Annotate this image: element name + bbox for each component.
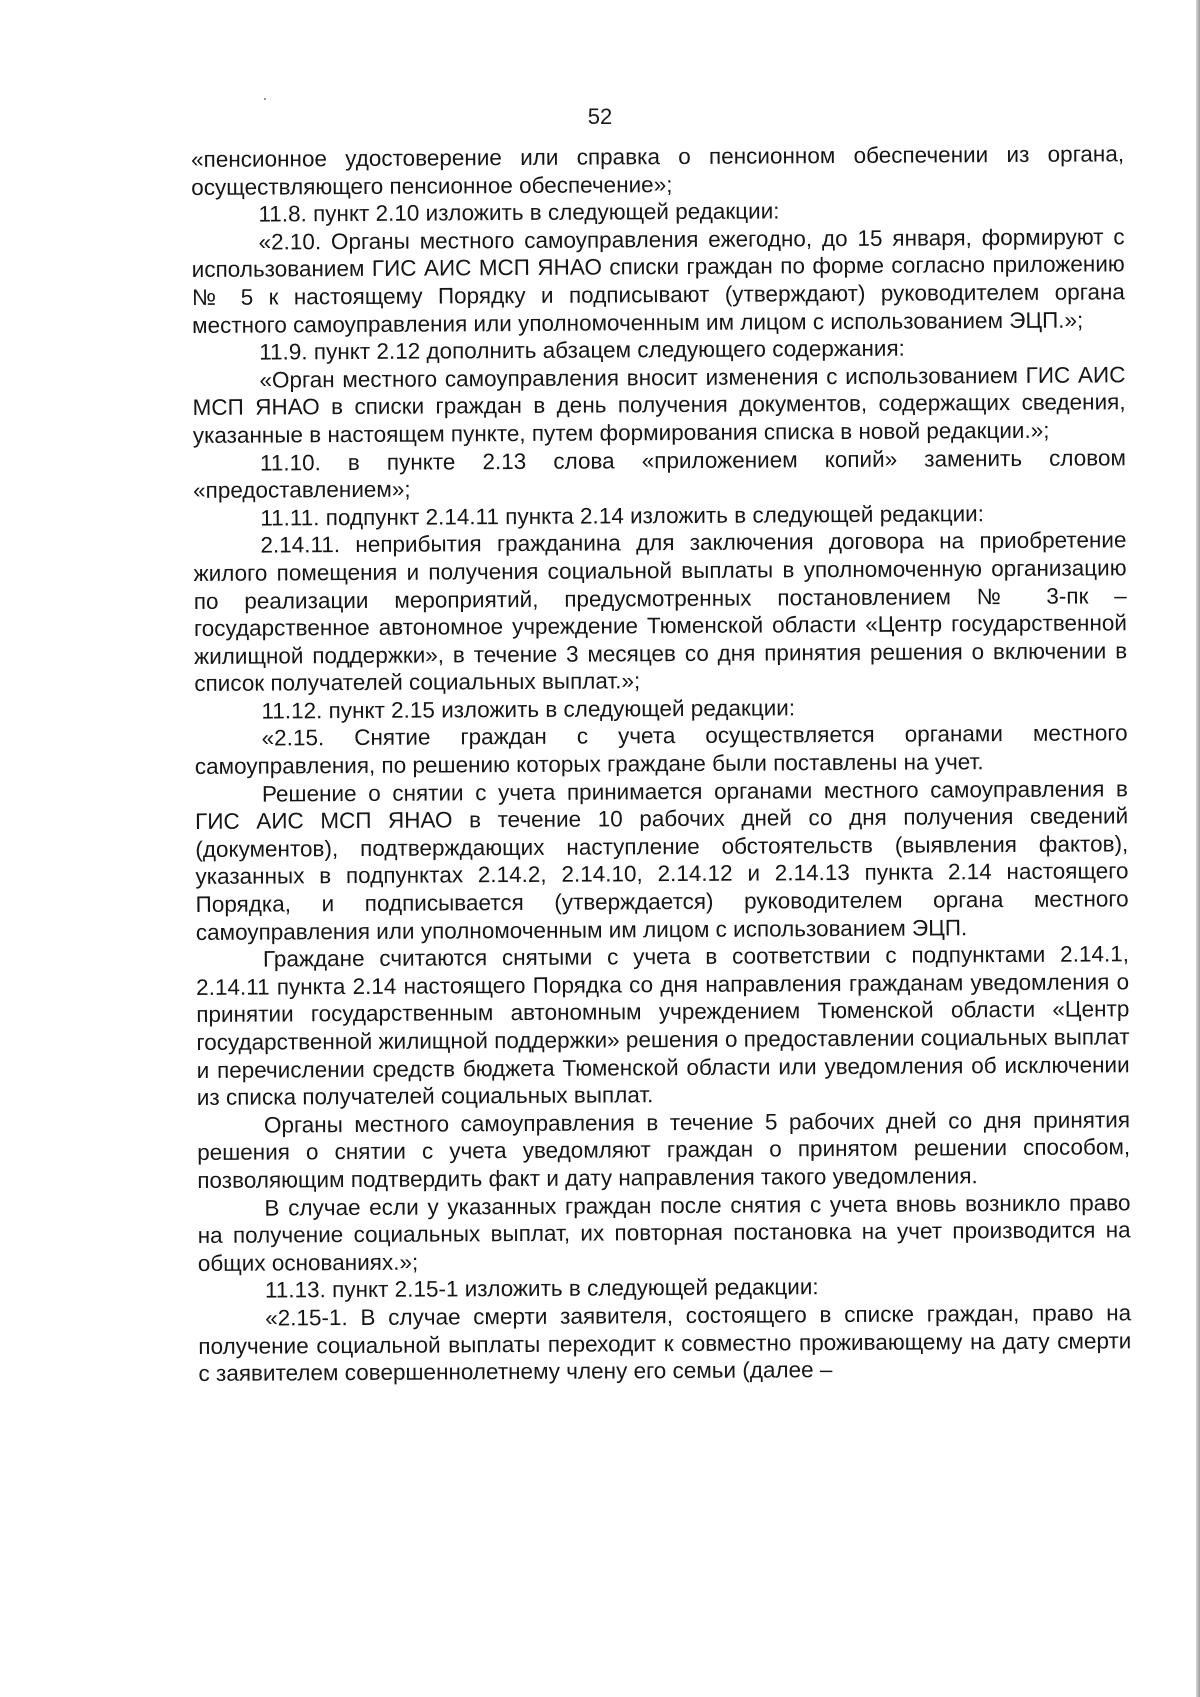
document-body: [191, 140, 1132, 1387]
paragraph-item-11-13: 11.13. пункт 2.15-1 изложить в следующей редакции:: [264, 1274, 819, 1303]
paragraph-item-11-12: 11.12. пункт 2.15 изложить в следующей редакции:: [261, 695, 796, 724]
paragraph-continuation: «пенсионное удостоверение или справка о пенсионном обеспечении из органа, осуществляющего пенсионное обеспечение»;: [191, 141, 1125, 200]
paragraph-quote-2-12: «Орган местного самоуправления вносит изменения с использованием ГИС АИС МСП ЯНАО в списки граждан в день получения документов, содержащих сведения, указанные в настоящем пункте, путем формирования списка в новой редакции.»;: [192, 362, 1126, 448]
paragraph-citizens-removed: Граждане считаются снятыми с учета в соответствии с подпунктами 2.14.1, 2.14.11 пункта 2.14 настоящего Порядка со дня направления гражданам уведомления о принятии государственным автономным учреждением Тюменской области «Центр государственной жилищной поддержки» решения о предоставлении социальных выплат и перечислении средств бюджета Тюменской области или уведомления об исключении из списка получателей социальных выплат.: [196, 941, 1130, 1111]
paragraph-quote-2-10: «2.10. Органы местного самоуправления ежегодно, до 15 января, формируют с использованием ГИС АИС МСП ЯНАО списки граждан по форме согласно приложению № 5 к настоящему Порядку и подписывают (утверждают) руководителем органа местного самоуправления или уполномоченным им лицом с использованием ЭЦП.»;: [191, 224, 1125, 338]
paragraph-repeat-registration: В случае если у указанных граждан после снятия с учета вновь возникло право на получение социальных выплат, их повторная постановка на учет производится на общих основаниях.»;: [197, 1189, 1131, 1276]
paragraph-notification: Органы местного самоуправления в течение 5 рабочих дней со дня принятия решения о снятии с учета уведомляют граждан о принятом решении способом, позволяющим подтвердить факт и дату направления такого уведомления.: [197, 1107, 1131, 1193]
paragraph-decision-removal: Решение о снятии с учета принимается органами местного самоуправления в ГИС АИС МСП ЯНАО в течение 10 рабочих дней со дня получения сведений (документов), подтверждающих наступление обстоятельств (выявления фактов), указанных в подпунктах 2.14.2, 2.14.10, 2.14.12 и 2.14.13 пункта 2.14 настоящего Порядка, и подписывается (утверждается) руководителем органа местного самоуправления или уполномоченным им лицом с использованием ЭЦП.: [195, 775, 1129, 945]
paragraph-item-11-11: 11.11. подпункт 2.14.11 пункта 2.14 изложить в следующей редакции:: [260, 500, 985, 531]
paragraph-item-11-10: 11.10. в пункте 2.13 слова «приложением копий» заменить словом «предоставлением»;: [193, 444, 1126, 504]
paragraph-item-11-9: 11.9. пункт 2.12 дополнить абзацем следующего содержания:: [259, 335, 905, 365]
page-number: 52: [587, 104, 613, 129]
paragraph-quote-2-15-1: «2.15-1. В случае смерти заявителя, состоящего в списке граждан, право на получение социальной выплаты переходит к совместно проживающему на дату смерти с заявителем совершеннолетнему члену его семьи (далее –: [198, 1300, 1132, 1387]
paragraph-item-11-8: 11.8. пункт 2.10 изложить в следующей редакции:: [258, 198, 780, 227]
paragraph-subitem-2-14-11: 2.14.11. неприбытия гражданина для заключения договора на приобретение жилого помещения и получения социальной выплаты в уполномоченную организацию по реализации мероприятий, предусмотренных постановлением № 3-пк – государственное автономное учреждение Тюменской области «Центр государственной жилищной поддержки», в течение 3 месяцев со дня принятия решения о включении в список получателей социальных выплат.»;: [193, 527, 1128, 697]
scan-speck: [264, 98, 266, 100]
paragraph-quote-2-15: «2.15. Снятие граждан с учета осуществляется органами местного самоуправления, по решению которых граждане были поставлены на учет.: [194, 720, 1128, 780]
scan-edge-shadow: [1196, 0, 1200, 1697]
